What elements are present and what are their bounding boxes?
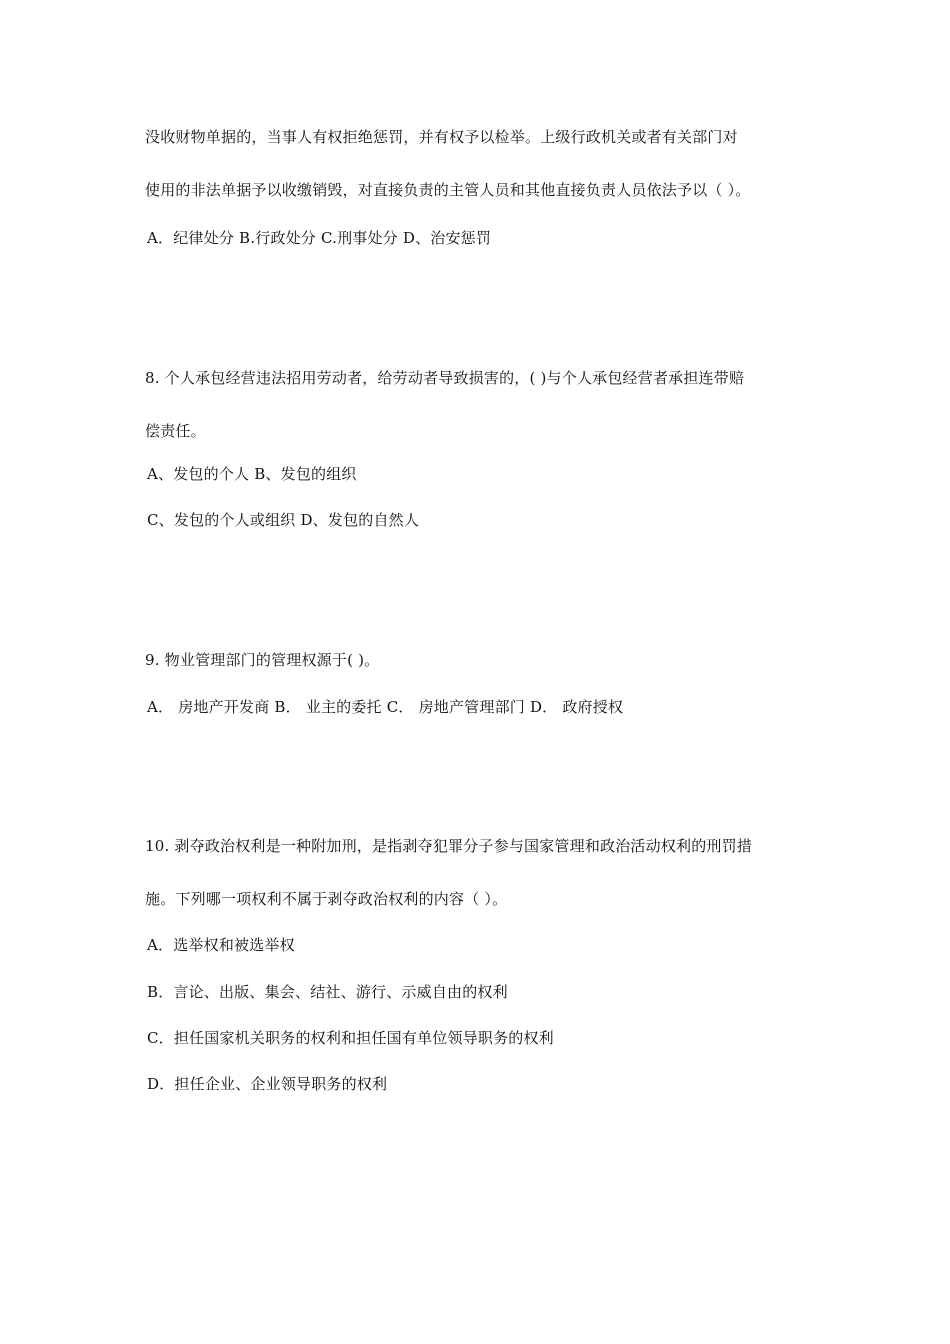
question9-options: A． 房地产开发商 B． 业主的委托 C． 房地产管理部门 D． 政府授权 bbox=[147, 698, 624, 716]
question10-text-line2: 施。下列哪一项权利不属于剥夺政治权利的内容（ ）。 bbox=[145, 890, 508, 908]
question10-option-a: A．选举权和被选举权 bbox=[147, 936, 295, 954]
question7-text-line1: 没收财物单据的，当事人有权拒绝惩罚，并有权予以检举。上级行政机关或者有关部门对 bbox=[145, 128, 738, 146]
question9-text: 9. 物业管理部门的管理权源于( )。 bbox=[145, 651, 380, 669]
question10-option-c: C．担任国家机关职务的权利和担任国有单位领导职务的权利 bbox=[147, 1029, 554, 1047]
question7-text-line2: 使用的非法单据予以收缴销毁，对直接负责的主管人员和其他直接负责人员依法予以（ ）。 bbox=[145, 181, 751, 199]
question8-options-line2: C、发包的个人或组织 D、发包的自然人 bbox=[147, 511, 420, 529]
question10-option-d: D．担任企业、企业领导职务的权利 bbox=[147, 1075, 388, 1093]
question10-text-line1: 10. 剥夺政治权利是一种附加刑，是指剥夺犯罪分子参与国家管理和政治活动权利的刑罚措 bbox=[145, 837, 753, 855]
question7-options: A．纪律处分 B.行政处分 C.刑事处分 D、治安惩罚 bbox=[147, 229, 492, 247]
question8-text-line1: 8. 个人承包经营违法招用劳动者，给劳动者导致损害的，( )与个人承包经营者承担连带赔 bbox=[145, 369, 745, 387]
question10-option-b: B．言论、出版、集会、结社、游行、示威自由的权利 bbox=[147, 983, 508, 1001]
question8-options-line1: A、发包的个人 B、发包的组织 bbox=[147, 465, 357, 483]
question8-text-line2: 偿责任。 bbox=[145, 422, 206, 440]
